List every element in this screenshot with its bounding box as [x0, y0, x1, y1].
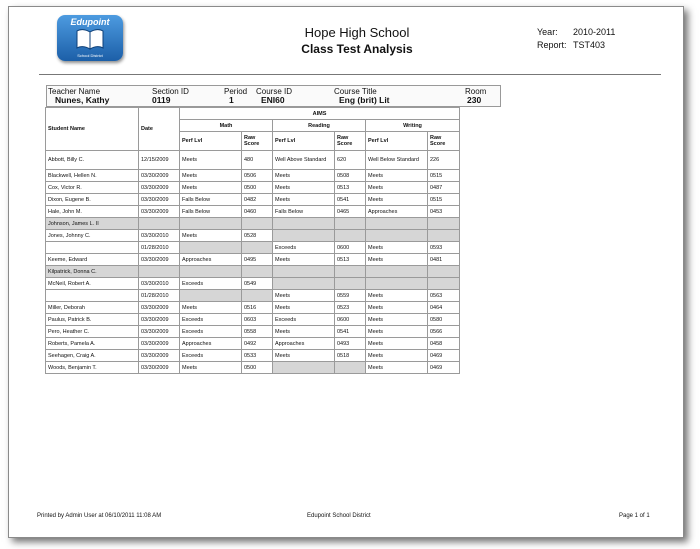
math-raw-cell: 0482 — [242, 194, 273, 206]
reading-perf-cell: Exceeds — [273, 314, 335, 326]
course-title-value: Eng (brit) Lit — [339, 95, 390, 105]
writing-perf-cell: Meets — [366, 170, 428, 182]
reading-perf-cell — [273, 266, 335, 278]
student-name-cell: Seehagen, Craig A. — [46, 350, 139, 362]
year-label: Year: — [537, 27, 558, 37]
reading-raw-cell: 620 — [335, 151, 366, 170]
teacher-value: Nunes, Kathy — [55, 95, 110, 105]
header-row-group — [46, 108, 460, 120]
student-name-cell: Blackwell, Hellen N. — [46, 170, 139, 182]
year-value: 2010-2011 — [573, 27, 616, 37]
math-raw-cell: 0506 — [242, 170, 273, 182]
math-perf-cell: Meets — [180, 182, 242, 194]
date-cell: 03/30/2009 — [139, 338, 180, 350]
math-perf-cell — [180, 218, 242, 230]
writing-raw-cell: 0458 — [428, 338, 460, 350]
math-raw-cell — [242, 218, 273, 230]
date-cell: 03/30/2009 — [139, 194, 180, 206]
reading-perf-cell: Meets — [273, 170, 335, 182]
math-perf-cell: Approaches — [180, 338, 242, 350]
student-name-cell: Woods, Benjamin T. — [46, 362, 139, 374]
student-name-header: Student Name — [46, 108, 139, 151]
writing-raw-header: Raw Score — [428, 132, 460, 151]
math-raw-cell: 0558 — [242, 326, 273, 338]
student-name-cell — [46, 290, 139, 302]
course-title-label: Course Title — [334, 87, 377, 96]
writing-raw-cell: 0469 — [428, 362, 460, 374]
writing-raw-cell: 0566 — [428, 326, 460, 338]
reading-perf-cell — [273, 218, 335, 230]
table-row — [46, 266, 460, 278]
date-cell: 03/30/2010 — [139, 278, 180, 290]
table-row — [46, 194, 460, 206]
writing-raw-cell: 226 — [428, 151, 460, 170]
math-perf-cell: Meets — [180, 230, 242, 242]
table-row — [46, 278, 460, 290]
reading-raw-cell: 0518 — [335, 350, 366, 362]
reading-raw-cell: 0600 — [335, 242, 366, 254]
math-raw-cell: 480 — [242, 151, 273, 170]
reading-perf-cell: Meets — [273, 302, 335, 314]
reading-perf-cell: Meets — [273, 290, 335, 302]
table-row — [46, 290, 460, 302]
math-perf-cell: Meets — [180, 362, 242, 374]
student-name-cell: Keeme, Edward — [46, 254, 139, 266]
reading-raw-cell — [335, 230, 366, 242]
table-row — [46, 350, 460, 362]
math-raw-cell: 0460 — [242, 206, 273, 218]
math-raw-cell: 0533 — [242, 350, 273, 362]
writing-raw-cell: 0487 — [428, 182, 460, 194]
reading-raw-cell: 0541 — [335, 194, 366, 206]
district-name: Edupoint School District — [307, 513, 371, 519]
writing-perf-cell: Meets — [366, 350, 428, 362]
room-value: 230 — [467, 95, 482, 105]
table-row — [46, 182, 460, 194]
reading-header: Reading — [273, 120, 366, 132]
student-name-cell: Johnson, James L. II — [46, 218, 139, 230]
date-cell: 03/30/2009 — [139, 314, 180, 326]
class-info-box — [46, 85, 501, 107]
date-cell: 01/28/2010 — [139, 290, 180, 302]
reading-perf-header: Perf Lvl — [273, 132, 335, 151]
math-raw-cell: 0500 — [242, 362, 273, 374]
section-field — [152, 87, 189, 105]
writing-raw-cell — [428, 266, 460, 278]
date-cell — [139, 218, 180, 230]
math-perf-cell: Exceeds — [180, 314, 242, 326]
student-name-cell: McNeil, Robert A. — [46, 278, 139, 290]
reading-perf-cell: Well Above Standard — [273, 151, 335, 170]
header-divider — [39, 74, 661, 75]
math-perf-cell: Meets — [180, 302, 242, 314]
date-cell: 03/30/2009 — [139, 326, 180, 338]
table-row — [46, 170, 460, 182]
math-raw-cell: 0495 — [242, 254, 273, 266]
reading-raw-cell — [335, 362, 366, 374]
reading-perf-cell: Meets — [273, 194, 335, 206]
math-perf-cell — [180, 290, 242, 302]
table-row — [46, 302, 460, 314]
reading-perf-cell: Exceeds — [273, 242, 335, 254]
date-cell: 03/30/2009 — [139, 350, 180, 362]
writing-perf-cell: Meets — [366, 314, 428, 326]
writing-perf-cell: Meets — [366, 362, 428, 374]
date-cell: 12/15/2009 — [139, 151, 180, 170]
page-number: Page 1 of 1 — [619, 513, 650, 519]
room-field — [465, 87, 486, 105]
table-row — [46, 242, 460, 254]
teacher-field — [48, 87, 109, 105]
student-name-cell: Miller, Deborah — [46, 302, 139, 314]
student-name-cell: Jones, Johnny C. — [46, 230, 139, 242]
writing-perf-cell: Meets — [366, 254, 428, 266]
student-name-cell: Abbott, Billy C. — [46, 151, 139, 170]
writing-perf-cell: Meets — [366, 182, 428, 194]
writing-perf-cell — [366, 218, 428, 230]
table-row — [46, 314, 460, 326]
date-cell — [139, 266, 180, 278]
student-name-cell: Hale, John M. — [46, 206, 139, 218]
date-cell: 01/28/2010 — [139, 242, 180, 254]
date-header: Date — [139, 108, 180, 151]
table-row — [46, 254, 460, 266]
writing-header: Writing — [366, 120, 460, 132]
date-cell: 03/30/2009 — [139, 170, 180, 182]
writing-raw-cell — [428, 278, 460, 290]
teacher-label: Teacher Name — [48, 87, 101, 96]
math-raw-cell: 0500 — [242, 182, 273, 194]
writing-perf-header: Perf Lvl — [366, 132, 428, 151]
math-perf-cell: Exceeds — [180, 350, 242, 362]
reading-raw-cell — [335, 278, 366, 290]
reading-perf-cell: Approaches — [273, 338, 335, 350]
writing-perf-cell: Meets — [366, 290, 428, 302]
math-perf-cell: Meets — [180, 151, 242, 170]
student-name-cell: Paulus, Patrick B. — [46, 314, 139, 326]
reading-perf-cell — [273, 278, 335, 290]
reading-raw-cell: 0465 — [335, 206, 366, 218]
logo-subtitle: School District — [77, 53, 103, 58]
reading-perf-cell: Meets — [273, 254, 335, 266]
math-perf-cell: Exceeds — [180, 278, 242, 290]
math-perf-header: Perf Lvl — [180, 132, 242, 151]
table-row — [46, 206, 460, 218]
table-row — [46, 218, 460, 230]
edupoint-logo — [57, 15, 123, 61]
writing-raw-cell: 0515 — [428, 194, 460, 206]
reading-raw-cell: 0541 — [335, 326, 366, 338]
test-analysis-table — [45, 107, 460, 374]
math-perf-cell: Approaches — [180, 254, 242, 266]
writing-perf-cell: Meets — [366, 242, 428, 254]
reading-perf-cell: Meets — [273, 182, 335, 194]
date-cell: 03/30/2009 — [139, 182, 180, 194]
course-id-field — [256, 87, 292, 105]
student-name-cell: Roberts, Pamela A. — [46, 338, 139, 350]
writing-perf-cell: Well Below Standard — [366, 151, 428, 170]
reading-perf-cell: Meets — [273, 350, 335, 362]
reading-raw-cell: 0508 — [335, 170, 366, 182]
report-title: Class Test Analysis — [301, 42, 413, 56]
reading-raw-cell: 0493 — [335, 338, 366, 350]
reading-raw-cell — [335, 218, 366, 230]
table-row — [46, 230, 460, 242]
reading-raw-cell: 0523 — [335, 302, 366, 314]
report-id-value: TST403 — [573, 40, 606, 50]
math-raw-cell: 0549 — [242, 278, 273, 290]
reading-raw-header: Raw Score — [335, 132, 366, 151]
math-perf-cell: Falls Below — [180, 206, 242, 218]
course-id-label: Course ID — [256, 87, 293, 96]
period-label: Period — [224, 87, 248, 96]
date-cell: 03/30/2009 — [139, 302, 180, 314]
writing-perf-cell — [366, 230, 428, 242]
reading-perf-cell: Meets — [273, 326, 335, 338]
math-raw-cell — [242, 242, 273, 254]
math-raw-cell: 0603 — [242, 314, 273, 326]
writing-perf-cell: Meets — [366, 338, 428, 350]
reading-raw-cell: 0513 — [335, 182, 366, 194]
math-raw-header: Raw Score — [242, 132, 273, 151]
table-row — [46, 362, 460, 374]
math-raw-cell — [242, 290, 273, 302]
student-name-cell — [46, 242, 139, 254]
table-row — [46, 338, 460, 350]
aims-header: AIMS — [180, 108, 460, 120]
writing-raw-cell: 0580 — [428, 314, 460, 326]
date-cell: 03/30/2010 — [139, 230, 180, 242]
book-icon — [75, 28, 105, 50]
reading-perf-cell: Falls Below — [273, 206, 335, 218]
writing-raw-cell — [428, 218, 460, 230]
period-value: 1 — [229, 95, 234, 105]
printed-by: Printed by Admin User at 06/10/2011 11:08 AM — [37, 513, 162, 519]
math-perf-cell — [180, 266, 242, 278]
student-name-cell: Kilpatrick, Donna C. — [46, 266, 139, 278]
writing-raw-cell: 0563 — [428, 290, 460, 302]
writing-raw-cell: 0593 — [428, 242, 460, 254]
math-perf-cell — [180, 242, 242, 254]
report-id-label: Report: — [537, 40, 567, 50]
writing-raw-cell — [428, 230, 460, 242]
writing-perf-cell — [366, 266, 428, 278]
writing-perf-cell: Meets — [366, 326, 428, 338]
table-row — [46, 151, 460, 170]
school-name: Hope High School — [304, 25, 410, 40]
math-perf-cell: Exceeds — [180, 326, 242, 338]
writing-raw-cell: 0515 — [428, 170, 460, 182]
reading-raw-cell: 0513 — [335, 254, 366, 266]
writing-raw-cell: 0469 — [428, 350, 460, 362]
logo-name: Edupoint — [70, 17, 110, 27]
date-cell: 03/30/2009 — [139, 254, 180, 266]
student-name-cell: Dixon, Eugene B. — [46, 194, 139, 206]
period-field — [224, 87, 247, 105]
writing-raw-cell: 0481 — [428, 254, 460, 266]
student-name-cell: Cox, Victor R. — [46, 182, 139, 194]
writing-raw-cell: 0453 — [428, 206, 460, 218]
room-label: Room — [465, 87, 487, 96]
writing-perf-cell: Meets — [366, 302, 428, 314]
section-label: Section ID — [152, 87, 189, 96]
writing-perf-cell: Meets — [366, 194, 428, 206]
reading-raw-cell: 0559 — [335, 290, 366, 302]
reading-perf-cell — [273, 230, 335, 242]
reading-raw-cell — [335, 266, 366, 278]
math-raw-cell: 0516 — [242, 302, 273, 314]
reading-raw-cell: 0600 — [335, 314, 366, 326]
math-perf-cell: Meets — [180, 170, 242, 182]
student-name-cell: Pero, Heather C. — [46, 326, 139, 338]
math-raw-cell: 0492 — [242, 338, 273, 350]
course-id-value: ENI60 — [261, 95, 285, 105]
report-page — [8, 6, 684, 538]
date-cell: 03/30/2009 — [139, 362, 180, 374]
course-title-field — [334, 87, 390, 105]
reading-perf-cell — [273, 362, 335, 374]
math-perf-cell: Falls Below — [180, 194, 242, 206]
math-raw-cell: 0528 — [242, 230, 273, 242]
math-raw-cell — [242, 266, 273, 278]
writing-perf-cell: Approaches — [366, 206, 428, 218]
writing-raw-cell: 0464 — [428, 302, 460, 314]
table-row — [46, 326, 460, 338]
writing-perf-cell — [366, 278, 428, 290]
section-value: 0119 — [152, 95, 171, 105]
math-header: Math — [180, 120, 273, 132]
date-cell: 03/30/2009 — [139, 206, 180, 218]
